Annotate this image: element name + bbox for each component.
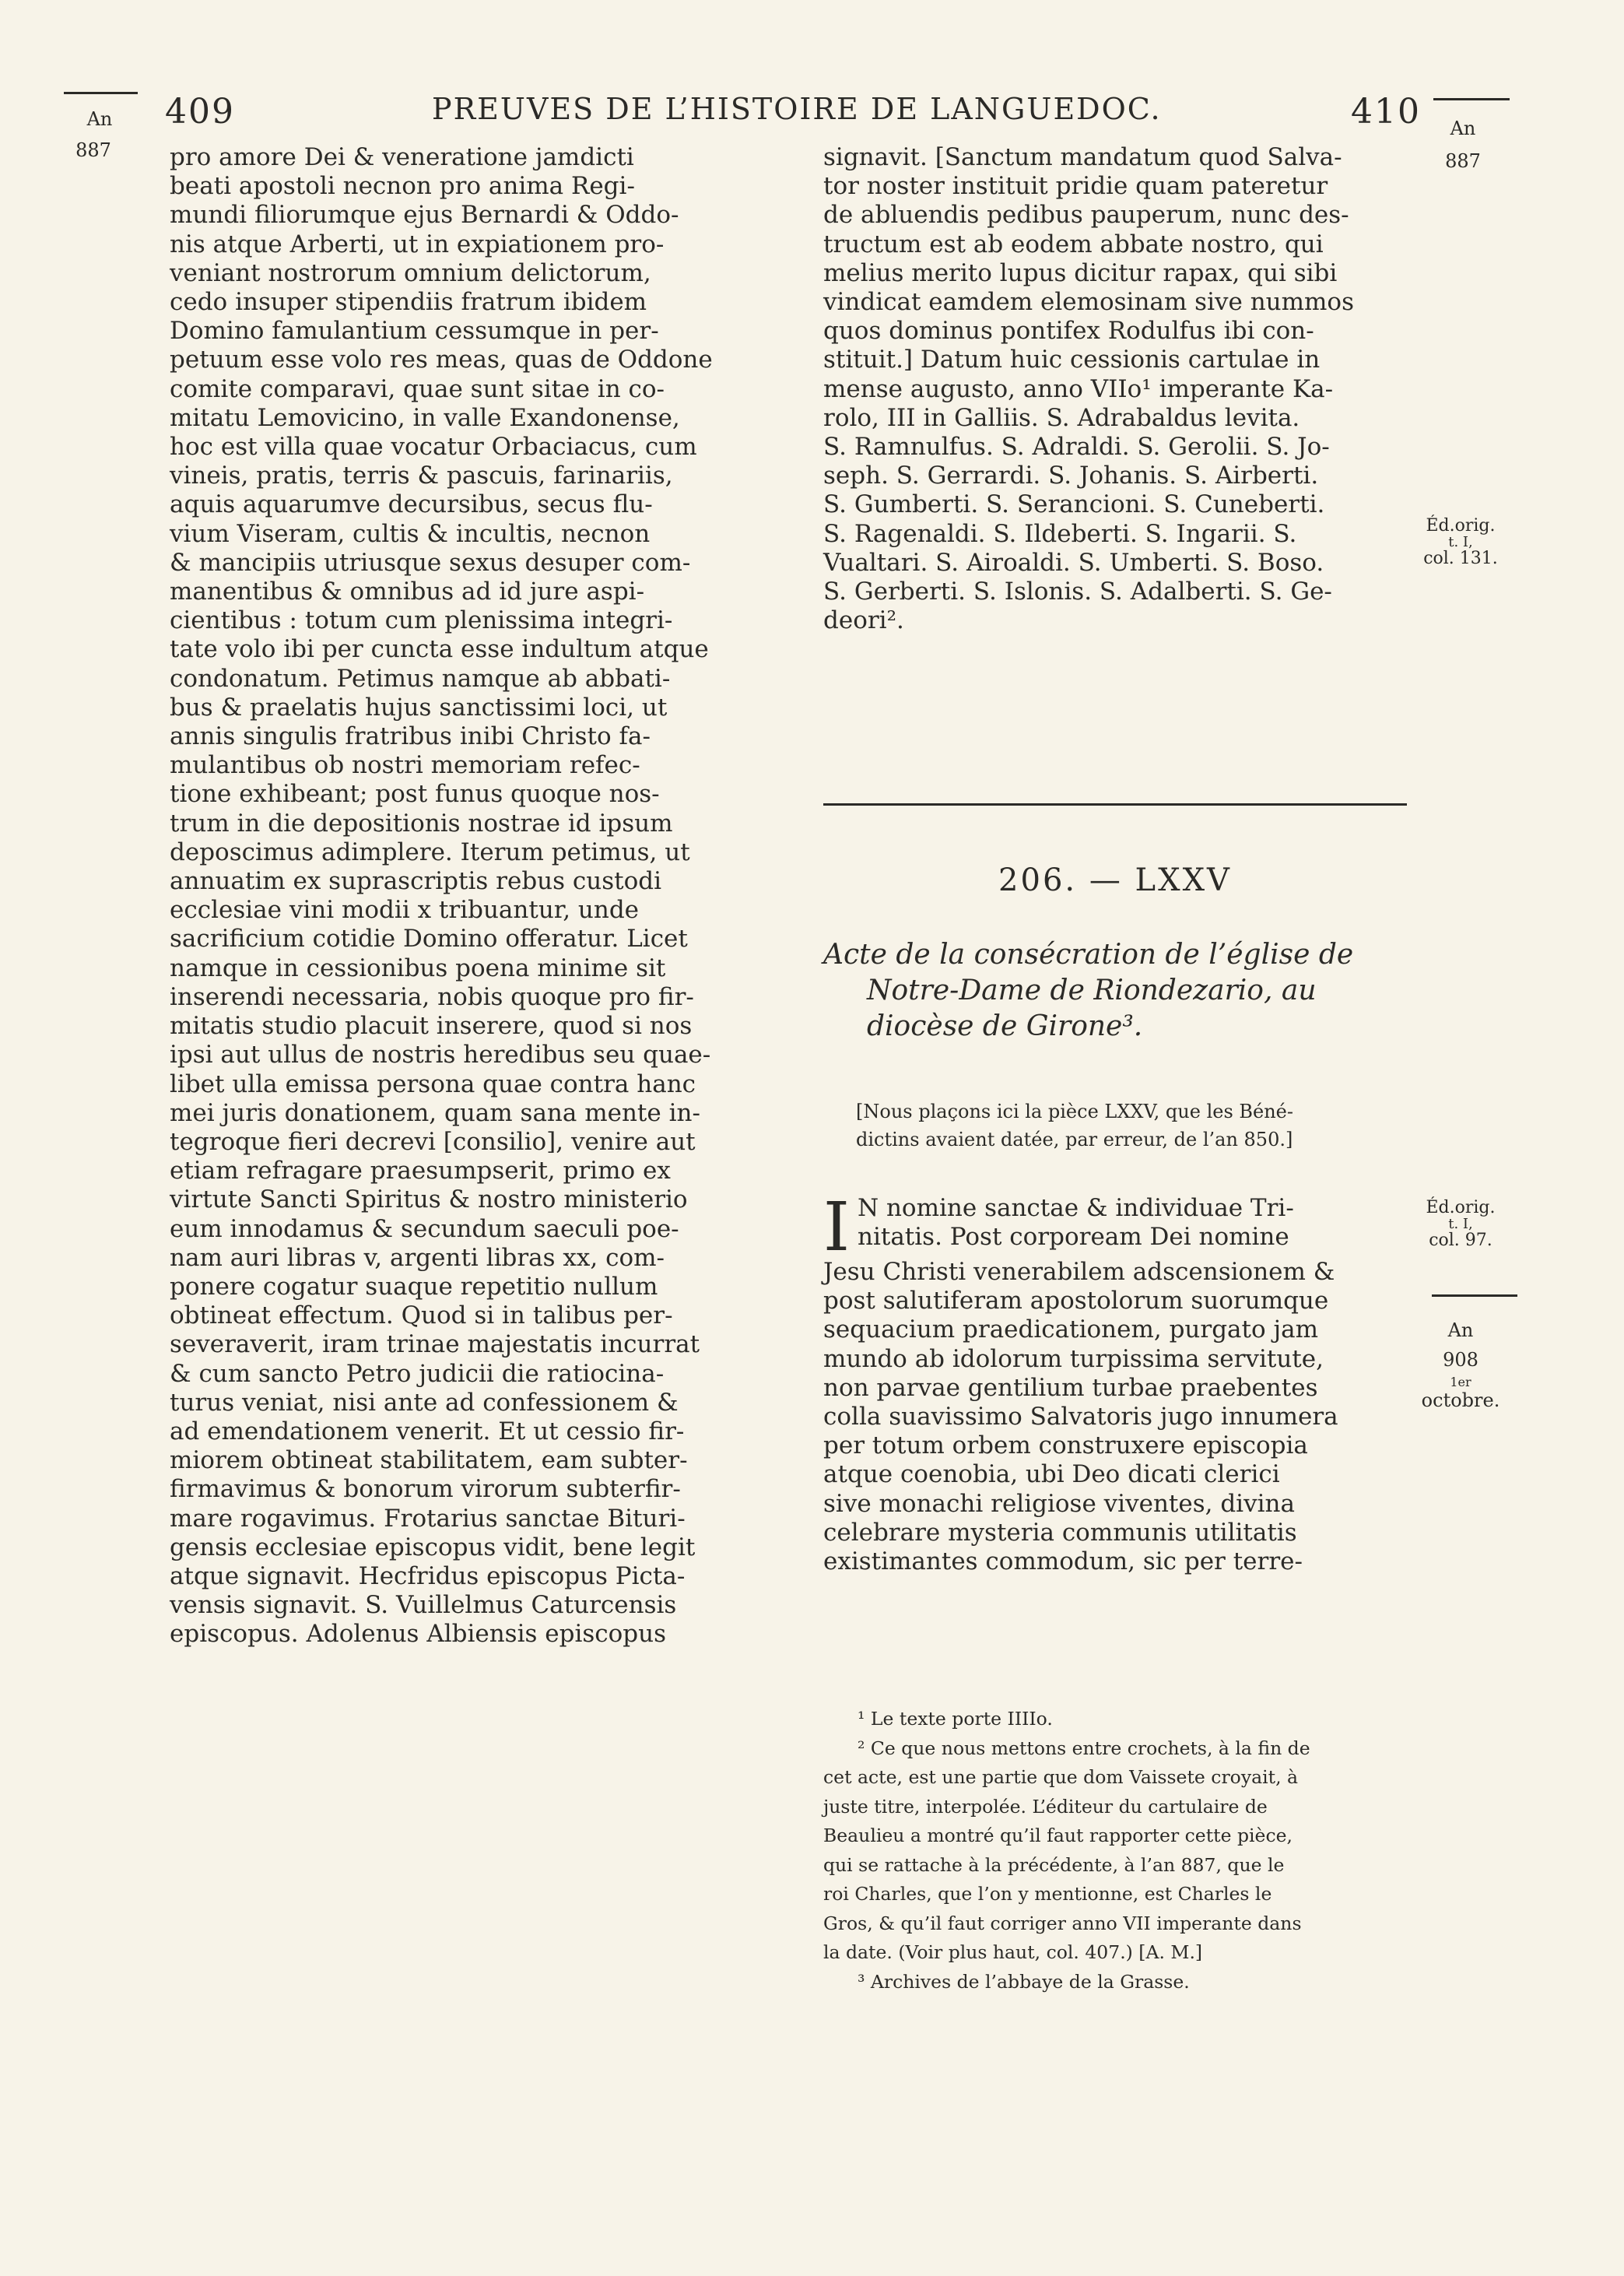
footnote-line: la date. (Voir plus haut, col. 407.) [A. M.] <box>823 1941 1203 1963</box>
text-line: cientibus : totum cum plenissima integri- <box>170 606 673 635</box>
text-line: & cum sancto Petro judicii die ratiocina- <box>170 1359 665 1388</box>
footnote-line: Beaulieu a montré qu’il faut rapporter cette pièce, <box>823 1825 1293 1846</box>
text-line: mense augusto, anno VIIo¹ imperante Ka- <box>823 374 1334 403</box>
right-margin-rule <box>1433 98 1510 100</box>
marginal-date-908: An 908 1er octobre. <box>1421 1319 1500 1411</box>
text-line: S. Gumberti. S. Serancioni. S. Cuneberti. <box>823 490 1325 519</box>
section-divider-top <box>823 803 1407 806</box>
text-line: colla suavissimo Salvatoris jugo innumera <box>823 1403 1338 1431</box>
text-line: seph. S. Gerrardi. S. Johanis. S. Airberti. <box>823 462 1319 490</box>
text-line: quos dominus pontifex Rodulfus ibi con- <box>823 317 1314 346</box>
text-line: libet ulla emissa persona quae contra hanc <box>170 1070 696 1098</box>
running-title: PREUVES DE L’HISTOIRE DE LANGUEDOC. <box>432 92 1162 126</box>
text-line: tate volo ibi per cuncta esse indultum atque <box>170 635 709 664</box>
left-margin-year: 887 <box>75 139 111 161</box>
drop-cap: I <box>823 1189 850 1266</box>
text-line: comite comparavi, quae sunt sitae in co- <box>170 374 665 403</box>
text-line: gensis ecclesiae episcopus vidit, bene legit <box>170 1533 696 1561</box>
text-line: Vualtari. S. Airoaldi. S. Umberti. S. Boso. <box>823 548 1324 577</box>
footnote-line: roi Charles, que l’on y mentionne, est Charles le <box>823 1883 1272 1905</box>
text-line: episcopus. Adolenus Albiensis episcopus <box>170 1620 667 1649</box>
text-line: tegroque fieri decrevi [consilio], venire aut <box>170 1127 696 1156</box>
text-line: nam auri libras v, argenti libras xx, com- <box>170 1243 665 1272</box>
text-line: existimantes commodum, sic per terre- <box>823 1547 1303 1576</box>
text-line: mundo ab idolorum turpissima servitute, <box>823 1344 1324 1373</box>
left-margin-rule <box>64 92 138 94</box>
footnote-line: cet acte, est une partie que dom Vaissete croyait, à <box>823 1766 1299 1788</box>
text-line: trum in die depositionis nostrae id ipsum <box>170 809 673 838</box>
text-line: inserendi necessaria, nobis quoque pro fir- <box>170 982 694 1011</box>
text-line: S. Ramnulfus. S. Adraldi. S. Gerolii. S. Jo- <box>823 433 1330 462</box>
text-line: non parvae gentilium turbae praebentes <box>823 1373 1318 1402</box>
text-line: stituit.] Datum huic cessionis cartulae in <box>823 346 1321 374</box>
text-line: melius merito lupus dicitur rapax, qui sibi <box>823 258 1338 287</box>
left-page-number: 409 <box>165 92 235 132</box>
text-line: mitatis studio placuit inserere, quod si nos <box>170 1012 693 1041</box>
text-line: annis singulis fratribus inibi Christo fa- <box>170 722 651 751</box>
text-line: tione exhibeant; post funus quoque nos- <box>170 780 660 809</box>
text-line: mare rogavimus. Frotarius sanctae Bituri- <box>170 1504 686 1533</box>
footnote-line: Gros, & qu’il faut corriger anno VII imperante dans <box>823 1912 1302 1934</box>
text-line: etiam refragare praesumpserit, primo ex <box>170 1157 671 1185</box>
text-line: signavit. [Sanctum mandatum quod Salva- <box>823 143 1342 171</box>
text-line: rolo, III in Galliis. S. Adrabaldus levita. <box>823 403 1300 432</box>
text-line: sive monachi religiose viventes, divina <box>823 1489 1295 1518</box>
text-line: ecclesiae vini modii x tribuantur, unde <box>170 896 640 925</box>
text-line: sacrificium cotidie Domino offeratur. Licet <box>170 925 688 954</box>
text-line: mundi filiorumque ejus Bernardi & Oddo- <box>170 201 679 230</box>
text-line: pro amore Dei & veneratione jamdicti <box>170 143 634 171</box>
text-line: vineis, pratis, terris & pascuis, farinariis, <box>170 462 673 490</box>
section-number: 206. — LXXV <box>998 862 1232 898</box>
text-line: & mancipiis utriusque sexus desuper com- <box>170 548 691 577</box>
footnote-line: ² Ce que nous mettons entre crochets, à la fin de <box>858 1737 1310 1759</box>
text-line: aquis aquarumve decursibus, secus flu- <box>170 490 653 519</box>
left-margin-label: An <box>86 108 113 130</box>
marginal-rule <box>1432 1294 1517 1297</box>
text-line: mitatu Lemovicino, in valle Exandonense, <box>170 403 680 432</box>
text-line: tructum est ab eodem abbate nostro, qui <box>823 230 1324 258</box>
text-line: ipsi aut ullus de nostris heredibus seu quae- <box>170 1041 711 1070</box>
charter-body-text: I N nomine sanctae & individuae Tri- nitatis. Post corpoream Dei nomine Jesu Christi venerabilem adscensionem & post salutiferam apostolorum suorumque sequacium praedicationem, purgato jam mundo ab idolorum turpissima servitute, non parvae gentilium turbae praebentes colla suavissimo Salvatoris jugo innumera per totum orbem construxere episcopia atque coenobia, ubi Deo dicati clerici sive monachi religiose viventes, divina celebrare mysteria communis utilitatis existimantes commodum, sic per terre- <box>823 1194 1415 1576</box>
text-line: manentibus & omnibus ad id jure aspi- <box>170 578 645 606</box>
text-line: turus veniat, nisi ante ad confessionem & <box>170 1388 679 1417</box>
text-line: sequacium praedicationem, purgato jam <box>823 1315 1318 1344</box>
footnote-line: qui se rattache à la précédente, à l’an 887, que le <box>823 1853 1285 1876</box>
left-column-text <box>170 143 792 1649</box>
text-line: ponere cogatur suaque repetitio nullum <box>170 1272 658 1301</box>
text-line: Domino famulantium cessumque in per- <box>170 317 659 346</box>
text-line: veniant nostrorum omnium delictorum, <box>170 258 651 287</box>
text-line: mei juris donationem, quam sana mente in- <box>170 1098 700 1127</box>
text-line: bus & praelatis hujus sanctissimi loci, ut <box>170 693 668 722</box>
text-line: S. Ragenaldi. S. Ildeberti. S. Ingarii. S. <box>823 519 1297 548</box>
section-title: Acte de la consécration de l’église de Notre-Dame de Riondezario, au diocèse de Girone³. <box>823 939 1354 1042</box>
editor-note: [Nous plaçons ici la pièce LXXV, que les Béné- dictins avaient datée, par erreur, de l’an 850.] <box>856 1101 1293 1150</box>
text-line: namque in cessionibus poena minime sit <box>170 954 666 982</box>
text-line: celebrare mysteria communis utilitatis <box>823 1518 1297 1547</box>
text-line: Jesu Christi venerabilem adscensionem & <box>823 1258 1335 1286</box>
text-line: post salutiferam apostolorum suorumque <box>823 1287 1329 1315</box>
text-line: vensis signavit. S. Vuillelmus Caturcensis <box>170 1591 677 1620</box>
marginal-ed-orig-97: Éd.orig. t. I, col. 97. <box>1426 1198 1496 1250</box>
text-line: cedo insuper stipendiis fratrum ibidem <box>170 288 647 317</box>
text-line: firmavimus & bonorum virorum subterfir- <box>170 1475 681 1504</box>
footnotes <box>823 1705 1415 1997</box>
text-line: nis atque Arberti, ut in expiationem pro- <box>170 230 665 258</box>
text-line: atque signavit. Hecfridus episcopus Picta- <box>170 1561 686 1590</box>
text-line: deori². <box>823 606 904 635</box>
text-line: condonatum. Petimus namque ab abbati- <box>170 664 671 693</box>
footnote-line: ¹ Le texte porte IIIIo. <box>858 1708 1053 1730</box>
marginal-ed-orig-131: Éd.orig. t. I, col. 131. <box>1423 516 1498 568</box>
text-line: ad emendationem venerit. Et ut cessio fir- <box>170 1417 685 1445</box>
text-line: severaverit, iram trinae majestatis incurrat <box>170 1330 700 1359</box>
text-line: per totum orbem construxere episcopia <box>823 1431 1308 1460</box>
text-line: atque coenobia, ubi Deo dicati clerici <box>823 1460 1280 1489</box>
text-line: virtute Sancti Spiritus & nostro ministerio <box>170 1185 688 1214</box>
text-line: S. Gerberti. S. Islonis. S. Adalberti. S. Ge- <box>823 578 1332 606</box>
text-line: deposcimus adimplere. Iterum petimus, ut <box>170 838 690 866</box>
footnote-line: juste titre, interpolée. L’éditeur du cartulaire de <box>823 1795 1268 1818</box>
text-line: annuatim ex suprascriptis rebus custodi <box>170 867 662 896</box>
text-line: beati apostoli necnon pro anima Regi- <box>170 172 635 201</box>
footnote-line: ³ Archives de l’abbaye de la Grasse. <box>858 1970 1190 1993</box>
text-line: tor noster instituit pridie quam pateretur <box>823 172 1328 201</box>
text-line: obtineat effectum. Quod si in talibus per- <box>170 1301 673 1330</box>
text-line: petuum esse volo res meas, quas de Oddone <box>170 346 713 374</box>
right-page-number: 410 <box>1351 92 1421 132</box>
text-line: de abluendis pedibus pauperum, nunc des- <box>823 201 1349 230</box>
right-margin-label: An <box>1450 118 1476 139</box>
right-column-top-text <box>823 143 1415 635</box>
text-line: vium Viseram, cultis & incultis, necnon <box>170 519 651 548</box>
text-line: eum innodamus & secundum saeculi poe- <box>170 1214 679 1243</box>
text-line: miorem obtineat stabilitatem, eam subter- <box>170 1446 688 1475</box>
text-line: hoc est villa quae vocatur Orbaciacus, cum <box>170 433 697 462</box>
text-line: vindicat eamdem elemosinam sive nummos <box>823 288 1354 317</box>
right-margin-year: 887 <box>1445 150 1481 172</box>
text-line: mulantibus ob nostri memoriam refec- <box>170 751 640 780</box>
